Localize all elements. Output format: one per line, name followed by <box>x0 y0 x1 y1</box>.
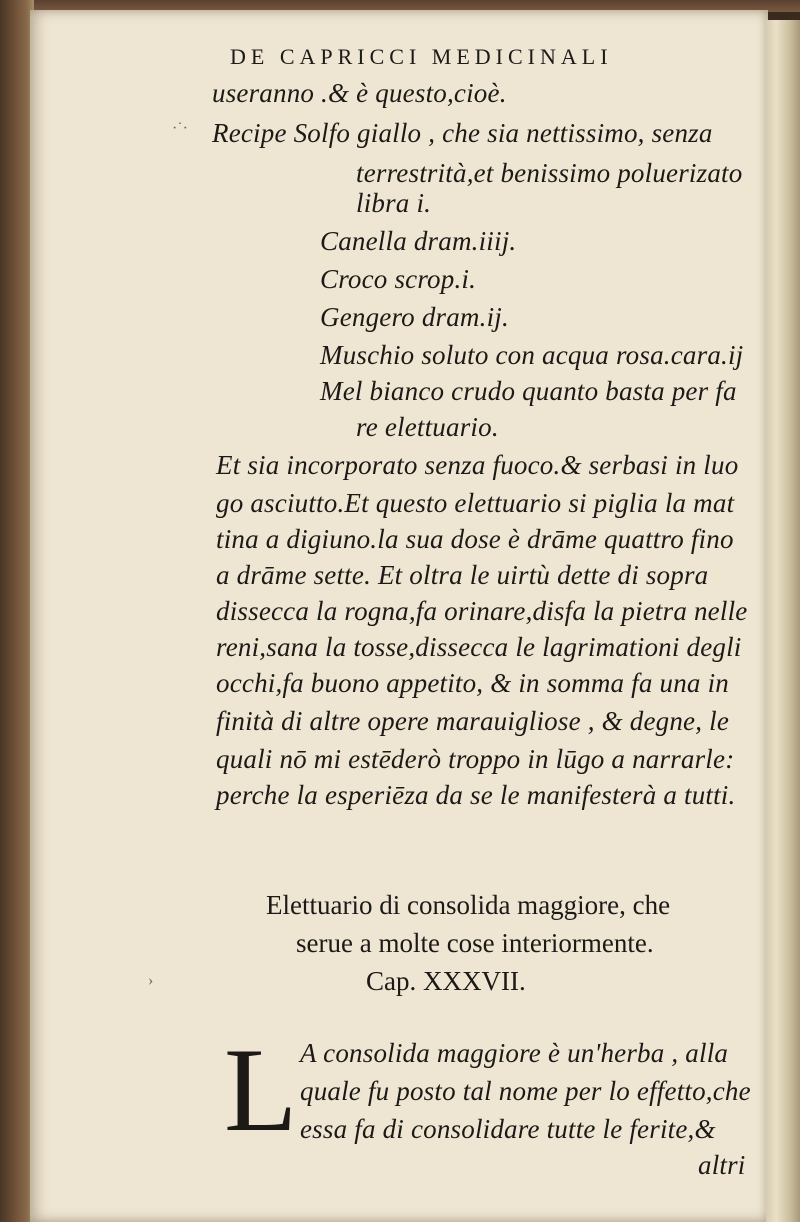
text-line: libra i. <box>356 188 432 218</box>
ingredient-line: Gengero dram.ij. <box>320 302 509 332</box>
ingredient-line: Muschio soluto con acqua rosa.cara.ij <box>320 340 744 370</box>
ingredient-line: Croco scrop.i. <box>320 264 477 294</box>
chapter-text-line: essa fa di consolidare tutte le ferite,& <box>300 1114 716 1144</box>
margin-mark: › <box>148 972 154 989</box>
margin-mark: ·˙· <box>172 120 188 137</box>
paragraph-line: occhi,fa buono appetito, & in somma fa una in <box>216 668 729 698</box>
facing-page-edge <box>766 20 800 1222</box>
book-spine <box>0 0 34 1222</box>
catchword: altri <box>698 1150 746 1180</box>
recipe-line: Recipe Solfo giallo , che sia nettissimo, senza <box>212 118 713 148</box>
paragraph-line: quali nō mi estēderò troppo in lūgo a narrarle: <box>216 744 735 774</box>
paragraph-line: tina a digiuno.la sua dose è drāme quattro fino <box>216 524 734 554</box>
ingredient-line: Canella dram.iiij. <box>320 226 517 256</box>
text-line: terrestrità,et benissimo poluerizato <box>356 158 743 188</box>
paragraph-line: reni,sana la tosse,dissecca le lagrimationi degli <box>216 632 742 662</box>
paragraph-line: perche la esperiēza da se le manifesterà a tutti. <box>216 780 736 810</box>
chapter-number: Cap. XXXVII. <box>366 966 526 996</box>
paragraph-line: go asciutto.Et questo elettuario si piglia la mat <box>216 488 735 518</box>
drop-cap: L <box>224 1023 298 1156</box>
paragraph-line: Et sia incorporato senza fuoco.& serbasi in luo <box>216 450 739 480</box>
running-head: DE CAPRICCI MEDICINALI <box>230 44 613 69</box>
chapter-text-line: A consolida maggiore è un'herba , alla <box>300 1038 729 1068</box>
paragraph-line: finità di altre opere marauigliose , & degne, le <box>216 706 730 736</box>
chapter-heading-line: Elettuario di consolida maggiore, che <box>266 890 671 920</box>
chapter-text-line: quale fu posto tal nome per lo effetto,che <box>300 1076 751 1106</box>
ingredient-line: Mel bianco crudo quanto basta per fa <box>320 376 737 406</box>
paragraph-line: dissecca la rogna,fa orinare,disfa la pietra nelle <box>216 596 748 626</box>
text-line: useranno .& è questo,cioè. <box>212 78 507 108</box>
text-line: re elettuario. <box>356 412 499 442</box>
paragraph-line: a drāme sette. Et oltra le uirtù dette di sopra <box>216 560 709 590</box>
chapter-heading-line: serue a molte cose interiormente. <box>296 928 654 958</box>
